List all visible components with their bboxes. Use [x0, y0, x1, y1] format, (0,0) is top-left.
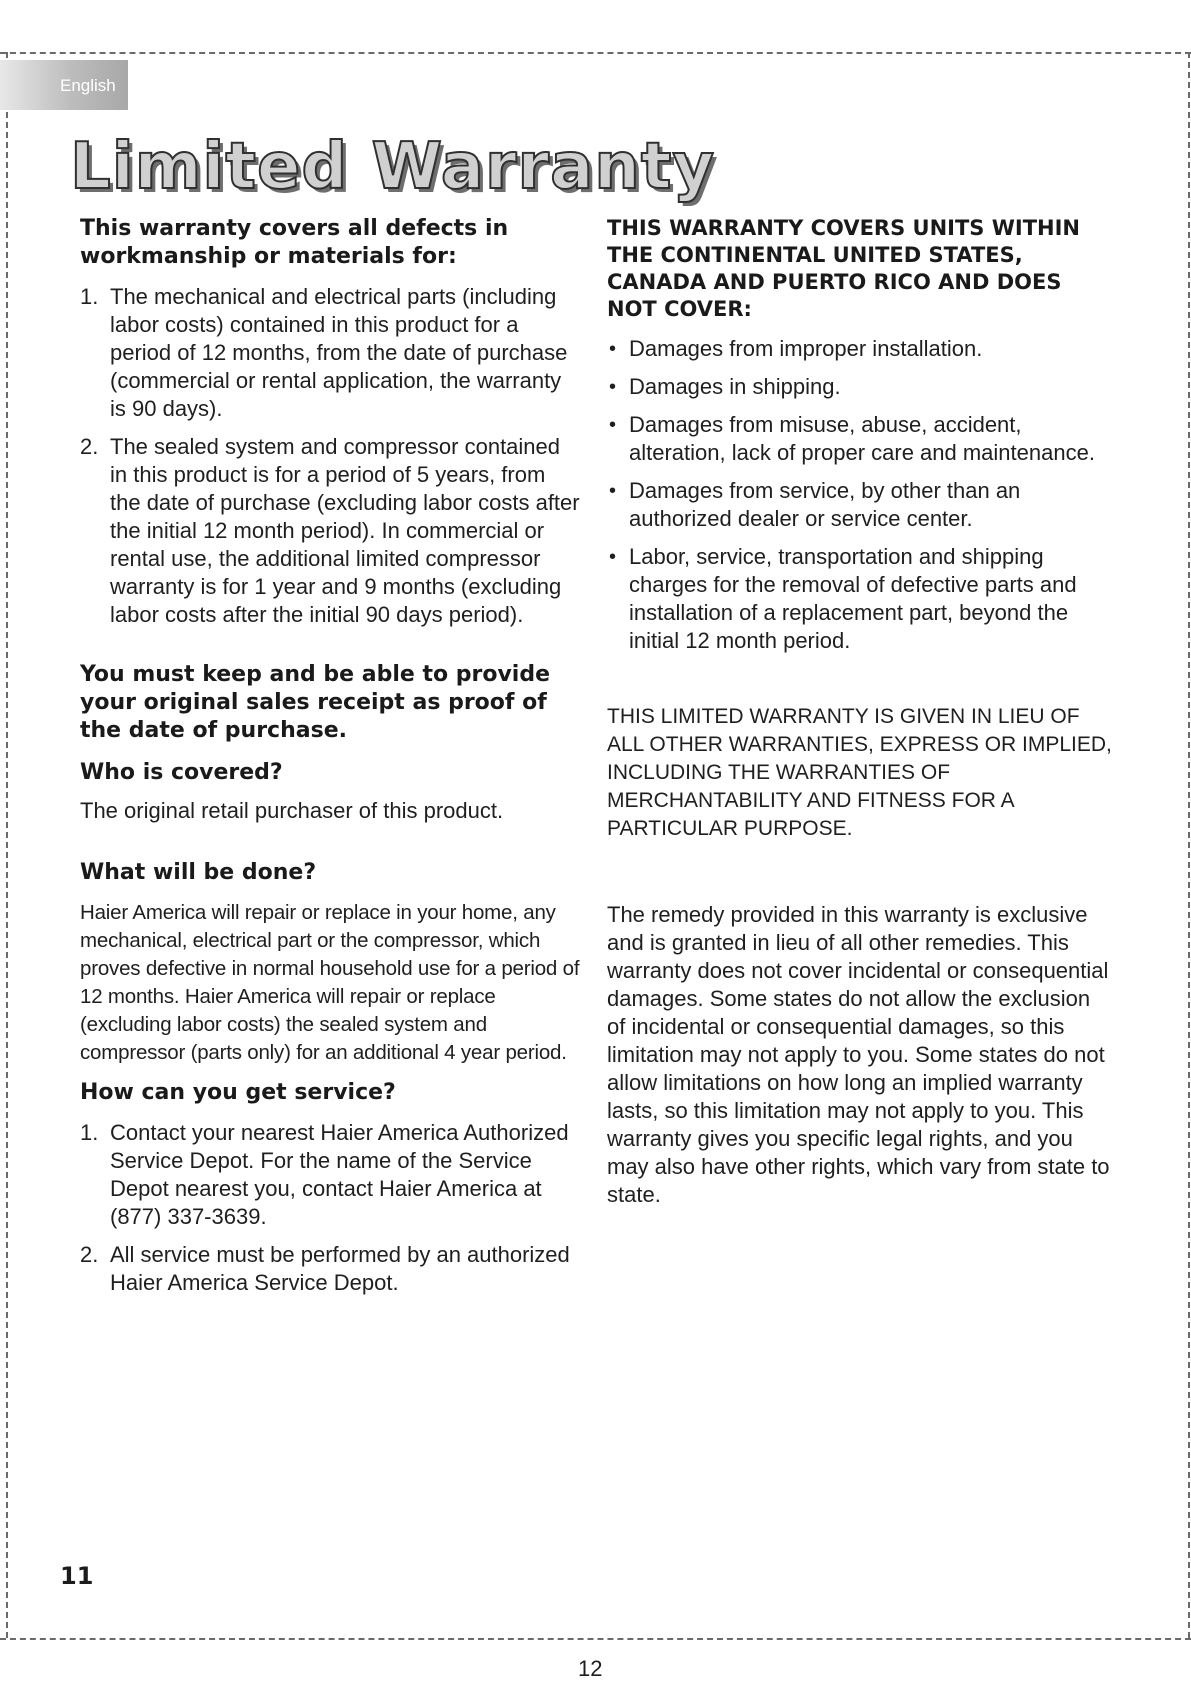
page-title: Limited Warranty: [70, 130, 716, 204]
not-cover-list: [607, 335, 1107, 655]
who-covered-heading: Who is covered?: [80, 760, 283, 785]
language-tab: [0, 60, 128, 110]
list-number: 2.: [80, 434, 99, 459]
language-label: English: [60, 76, 116, 95]
list-item: [80, 283, 580, 423]
how-service-heading: How can you get service?: [80, 1080, 396, 1105]
list-item-text: Labor, service, transportation and shipping charges for the removal of defective parts and installation of a replacement part, beyond the initial 12 month period.: [629, 544, 1077, 653]
list-item-text: All service must be performed by an authorized Haier America Service Depot.: [110, 1242, 570, 1295]
list-item: [607, 335, 1107, 363]
left-column: [80, 215, 590, 1307]
what-done-heading: What will be done?: [80, 860, 317, 885]
bullet-icon: •: [609, 376, 617, 398]
remedy-text: The remedy provided in this warranty is exclusive and is granted in lieu of all other remedies. This warranty does not cover incidental or consequential damages. Some states do not allow the exclusion of incidental or consequential damages, so this limitation may not apply to you. Some states do not allow limitations on how long an implied warranty lasts, so this limitation may not apply to you. This warranty gives you specific legal rights, and you may also have other rights, which vary from state to state.: [607, 902, 1110, 1207]
receipt-note: You must keep and be able to provide your original sales receipt as proof of the date of purchase.: [80, 662, 551, 743]
list-item-text: Damages from improper installation.: [629, 336, 983, 361]
right-column: [607, 215, 1117, 1209]
how-service-list: [80, 1119, 580, 1297]
page-number-bottom: 12: [578, 1656, 603, 1681]
list-item: [607, 411, 1107, 467]
list-item-text: Damages from service, by other than an authorized dealer or service center.: [629, 478, 1021, 531]
bottom-trim-line: [0, 1638, 1191, 1640]
list-item: [607, 543, 1107, 655]
list-item-text: The sealed system and compressor contained in this product is for a period of 5 years, from the date of purchase (excluding labor costs after the initial 12 month period). In commercial or rental use, the additional limited compressor warranty is for 1 year and 9 months (excluding labor costs after the initial 90 days period).: [110, 434, 580, 627]
list-number: 2.: [80, 1242, 99, 1267]
not-cover-heading: THIS WARRANTY COVERS UNITS WITHIN THE CONTINENTAL UNITED STATES, CANADA AND PUERTO RICO AND DOES NOT COVER:: [607, 216, 1081, 321]
list-item: [607, 477, 1107, 533]
bullet-icon: •: [609, 480, 617, 502]
covers-list: [80, 283, 580, 629]
list-number: 1.: [80, 1120, 99, 1145]
list-item-text: Damages in shipping.: [629, 374, 841, 399]
list-item-text: Damages from misuse, abuse, accident, alteration, lack of proper care and maintenance.: [629, 412, 1095, 465]
list-item: [80, 433, 580, 629]
what-done-text: Haier America will repair or replace in your home, any mechanical, electrical part or the compressor, which proves defective in normal household use for a period of 12 months. Haier America will repair or replace (excluding labor costs) the sealed system and compressor (parts only) for an additional 4 year period.: [80, 901, 580, 1064]
list-item: [80, 1241, 580, 1297]
list-item-text: The mechanical and electrical parts (including labor costs) contained in this product for a period of 12 months, from the date of purchase (commercial or rental application, the warranty is 90 days).: [110, 284, 568, 421]
list-number: 1.: [80, 284, 99, 309]
bullet-icon: •: [609, 546, 617, 568]
right-trim-line: [1188, 52, 1190, 1638]
list-item: [80, 1119, 580, 1231]
who-covered-text: The original retail purchaser of this product.: [80, 798, 504, 823]
top-trim-line: [0, 52, 1191, 54]
list-item-text: Contact your nearest Haier America Authorized Service Depot. For the name of the Service Depot nearest you, contact Haier America at (877) 337-3639.: [110, 1120, 569, 1229]
left-trim-line: [6, 52, 8, 1638]
bullet-icon: •: [609, 414, 617, 436]
bullet-icon: •: [609, 338, 617, 360]
page-number-left: 11: [60, 1562, 94, 1590]
list-item: [607, 373, 1107, 401]
limited-warranty-statement: THIS LIMITED WARRANTY IS GIVEN IN LIEU OF ALL OTHER WARRANTIES, EXPRESS OR IMPLIED, INCLUDING THE WARRANTIES OF MERCHANTABILITY AND FITNESS FOR A PARTICULAR PURPOSE.: [607, 705, 1112, 840]
covers-heading: This warranty covers all defects in workmanship or materials for:: [80, 216, 509, 269]
